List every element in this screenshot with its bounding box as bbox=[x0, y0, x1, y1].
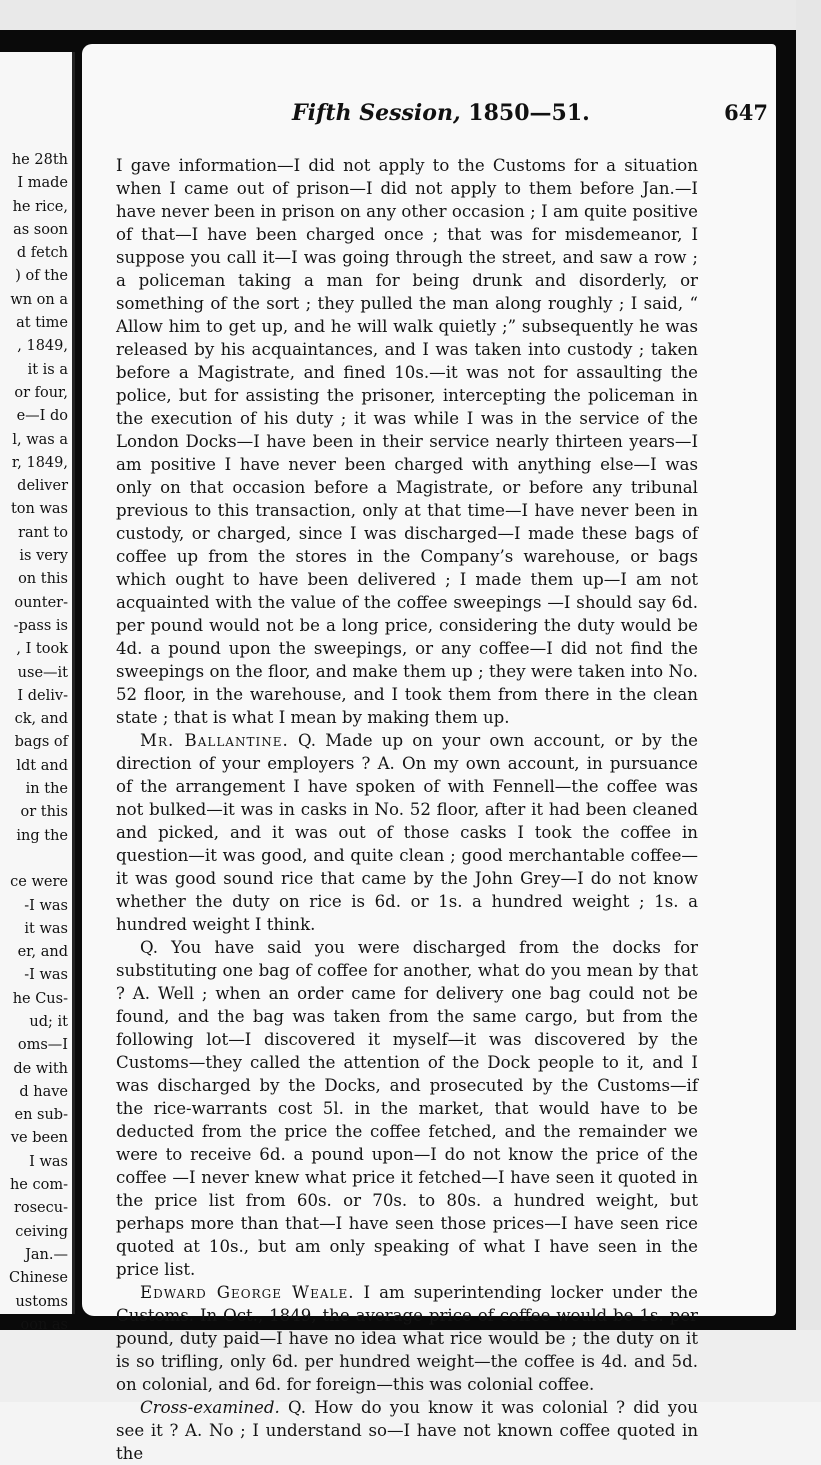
left-page-line: er, and bbox=[17, 944, 68, 961]
left-page-line: I was bbox=[29, 1153, 68, 1170]
left-page-gap bbox=[0, 848, 68, 871]
left-page-line: is very bbox=[19, 548, 68, 565]
left-page-line: he com- bbox=[9, 1177, 68, 1194]
left-page-line: -I was bbox=[24, 897, 68, 914]
left-page-line: ud; it bbox=[29, 1013, 68, 1030]
witness-name: Edward George Weale. bbox=[140, 1283, 355, 1302]
left-page-line: ce were bbox=[10, 874, 68, 891]
session-label: Fifth Session, bbox=[292, 100, 461, 126]
left-page-line: rant to bbox=[18, 524, 68, 541]
left-page-line: -I was bbox=[24, 967, 68, 984]
left-page-line: ceiving bbox=[15, 1223, 68, 1240]
left-page-line: r, 1849, bbox=[11, 454, 68, 471]
left-page-line: on this bbox=[18, 571, 68, 588]
left-page-line: I made bbox=[17, 175, 68, 192]
left-page-line: oon as bbox=[20, 1316, 68, 1333]
paragraph-text: Q. Made up on your own account, or by the direction of your employers ? A. On my own account, in pursuance of the arrangement I have spoken of with Fennell—the coffee was not bulked—it was in casks in No. 52 floor, after it had been cleaned and picked, and it was out of those casks I took the coffee in question—it was good, and quite clean ; good merchantable coffee—it was good sound rice that came by the John Grey—I do not know whether the duty on rice is 6d. or 1s. a hundred weight ; 1s. a hundred weight I think. bbox=[116, 731, 698, 934]
session-years: 1850—51. bbox=[468, 100, 590, 126]
left-page-line: l, was a bbox=[12, 431, 68, 448]
left-page-line: it was bbox=[24, 920, 68, 937]
left-page-line: e—I do bbox=[16, 408, 68, 425]
left-page-line: ounter- bbox=[14, 594, 68, 611]
paragraph-cross-examined bbox=[116, 1396, 698, 1465]
left-page-line: deliver bbox=[17, 478, 68, 495]
left-page-line: or this bbox=[20, 804, 68, 821]
paragraph-text: Q. How do you know it was colonial ? did you see it ? A. No ; I understand so—I have not known coffee quoted in the bbox=[116, 1398, 698, 1463]
left-page-line: -pass is bbox=[13, 617, 68, 634]
left-page-line: or four, bbox=[14, 384, 68, 401]
right-page bbox=[82, 44, 776, 1463]
left-page-line: it is a bbox=[27, 361, 68, 378]
left-page-line: en sub- bbox=[14, 1107, 68, 1124]
left-page-line: in the bbox=[25, 781, 68, 798]
left-page-line: ustoms bbox=[15, 1293, 68, 1310]
left-page-line: Chinese bbox=[8, 1270, 68, 1287]
left-page-line: he Cus- bbox=[12, 990, 68, 1007]
left-page-line: use—it bbox=[17, 664, 68, 681]
left-page-line: rosecu- bbox=[13, 1200, 68, 1217]
left-page-line: d fetch bbox=[16, 245, 68, 262]
scan-right-edge bbox=[796, 0, 821, 1402]
body-text bbox=[116, 154, 698, 1465]
left-page-line: , I took bbox=[16, 641, 68, 658]
left-page-line: , 1849, bbox=[17, 338, 68, 355]
left-page-line: bags of bbox=[14, 734, 68, 751]
left-page-line: wn on a bbox=[10, 291, 68, 308]
left-page-line: he rice, bbox=[12, 198, 68, 215]
section-label: Cross-examined. bbox=[140, 1398, 280, 1417]
page-header bbox=[82, 100, 776, 130]
paragraph-question-discharge: Q. You have said you were discharged from the docks for substituting one bag of coffee for another, what do you mean by that ? A. Well ; when an order came for delivery one bag could not be found, and the bag was taken from the same cargo, but from the following lot—I discovered it myself—it was discovered by the Customs—they called the attention of the Dock people to it, and I was discharged by the Docks, and prosecuted by the Customs—if the rice-warrants cost 5l. in the market, that would have to be deducted from the price the coffee fetched, and the remainder we were to receive 6d. a pound upon—I do not know the price of the coffee —I never knew what price it fetched—I have seen it quoted in the price list from 60s. or 70s. to 80s. a hundred weight, but perhaps more than that—I have seen those prices—I have seen rice quoted at 10s., but am only speaking of what I have seen in the price list. bbox=[116, 938, 698, 1279]
left-page-line: ing the bbox=[16, 827, 68, 844]
left-page-line: ton was bbox=[10, 501, 68, 518]
left-page-line: oms—I bbox=[17, 1037, 68, 1054]
left-page-line: ve been bbox=[10, 1130, 68, 1147]
left-page-text bbox=[0, 149, 68, 1337]
paragraph-weale bbox=[116, 1281, 698, 1396]
scan-top-edge bbox=[0, 0, 821, 30]
left-page-line: he 28th bbox=[11, 152, 68, 168]
running-title bbox=[292, 100, 590, 126]
speaker-name: Mr. Ballantine. bbox=[140, 731, 289, 750]
paragraph-ballantine bbox=[116, 729, 698, 936]
paragraph-testimony-1: I gave information—I did not apply to the Customs for a situation when I came out of prison—I did not apply to them before Jan.—I have never been in prison on any other occasion ; I am quite positive of that—I have been charged once ; that was for misdemeanor, I suppose you call it—I was going through the street, and saw a row ; a policeman taking a man for being drunk and disorderly, or something of the sort ; they pulled the man along roughly ; I said, “ Allow him to get up, and he will walk quietly ;” subsequently he was released by his acquaintances, and I was taken into custody ; taken before a Magistrate, and fined 10s.—it was not for assaulting the police, but for assisting the prisoner, intercepting the policeman in the execution of his duty ; it was while I was in the service of the London Docks—I have been in their service nearly thirteen years—I am positive I have never been charged with anything else—I was only on that occasion before a Magistrate, or before any tribunal previous to this transaction, only at that time—I have never been in custody, or charged, since I was discharged—I made these bags of coffee up from the stores in the Company’s warehouse, or bags which ought to have been delivered ; I made them up—I am not acquainted with the value of the coffee sweepings —I should say 6d. per pound would not be a long price, considering the duty would be 4d. a pound upon the sweepings, or any coffee—I did not find the sweepings on the floor, and make them up ; they were taken into No. 52 floor, in the warehouse, and I took them from there in the clean state ; that is what I mean by making them up. bbox=[116, 156, 698, 727]
left-page-line: d have bbox=[19, 1083, 68, 1100]
page-number: 647 bbox=[724, 100, 768, 125]
left-page-line: ldt and bbox=[16, 757, 68, 774]
left-page-line: I deliv- bbox=[17, 687, 68, 704]
left-page-line: ck, and bbox=[14, 711, 68, 728]
left-page-line: Jan.— bbox=[25, 1246, 68, 1263]
left-page-line: de with bbox=[13, 1060, 68, 1077]
paragraph-text: I am superintending locker under the Customs. In Oct., 1849, the average price of coffee would be 1s. per pound, duty paid—I have no idea what rice would be ; the duty on it is so trifling, only 6d. per hundred weight—the coffee is 4d. and 5d. on colonial, and 6d. for foreign—this was colonial coffee. bbox=[116, 1283, 698, 1394]
left-page-fragment bbox=[0, 52, 75, 1333]
left-page-line: ) of the bbox=[15, 268, 68, 285]
left-page-line: at time bbox=[16, 315, 68, 332]
left-page-line: as soon bbox=[13, 221, 68, 238]
